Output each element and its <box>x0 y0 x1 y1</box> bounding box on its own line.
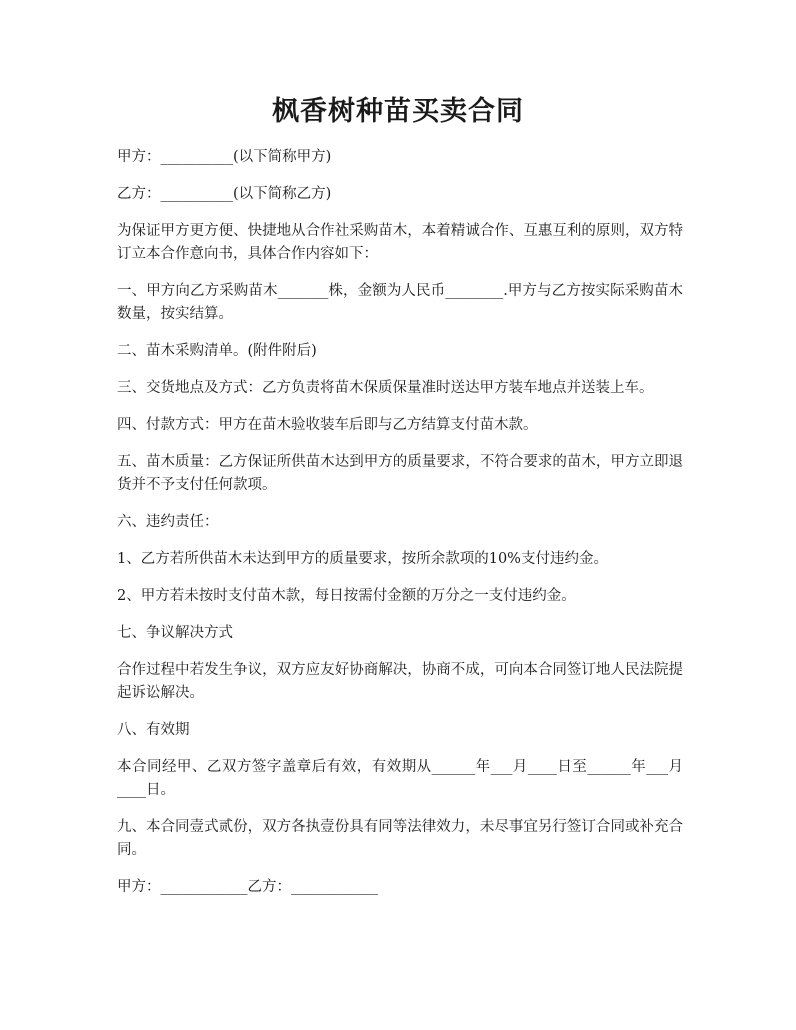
clause-8-text: 本合同经甲、乙双方签字盖章后有效，有效期从______年___月____日至______年___月____日。 <box>117 759 683 798</box>
signature-line: 甲方：____________乙方：____________ <box>117 879 378 895</box>
preamble: 为保证甲方更方便、快捷地从合作社采购苗木，本着精诚合作、互惠互利的原则，双方特订立本合作意向书，具体合作内容如下： <box>117 223 683 262</box>
clause-7-text: 合作过程中若发生争议，双方应友好协商解决，协商不成，可向本合同签订地人民法院提起诉讼解决。 <box>117 662 683 701</box>
clause-3-delivery: 三、交货地点及方式：乙方负责将苗木保质保量准时送达甲方装车地点并送装上车。 <box>117 380 654 396</box>
clause-1-purchase: 一、甲方向乙方采购苗木_______株，金额为人民币________.甲方与乙方按实际采购苗木数量，按实结算。 <box>117 283 683 322</box>
party-a-line: 甲方：__________(以下简称甲方) <box>117 149 332 165</box>
clause-8-heading: 八、有效期 <box>117 722 190 738</box>
document-body <box>117 146 683 913</box>
clause-6-item-2: 2、甲方若未按时支付苗木款，每日按需付金额的万分之一支付违约金。 <box>117 588 576 604</box>
document-title: 枫香树种苗买卖合同 <box>272 96 524 127</box>
clause-6-heading: 六、违约责任： <box>117 514 219 530</box>
clause-5-quality: 五、苗木质量：乙方保证所供苗木达到甲方的质量要求，不符合要求的苗木，甲方立即退货并不予支付任何款项。 <box>117 454 683 493</box>
clause-4-payment: 四、付款方式：甲方在苗木验收装车后即与乙方结算支付苗木款。 <box>117 417 538 433</box>
clause-2-list: 二、苗木采购清单。(附件附后) <box>117 343 317 359</box>
party-b-line: 乙方：__________(以下简称乙方) <box>117 186 332 202</box>
clause-6-item-1: 1、乙方若所供苗木未达到甲方的质量要求，按所余款项的10%支付违约金。 <box>117 551 608 567</box>
clause-7-heading: 七、争议解决方式 <box>117 625 233 641</box>
clause-9-text: 九、本合同壹式贰份，双方各执壹份具有同等法律效力，未尽事宜另行签订合同或补充合同。 <box>117 819 683 858</box>
